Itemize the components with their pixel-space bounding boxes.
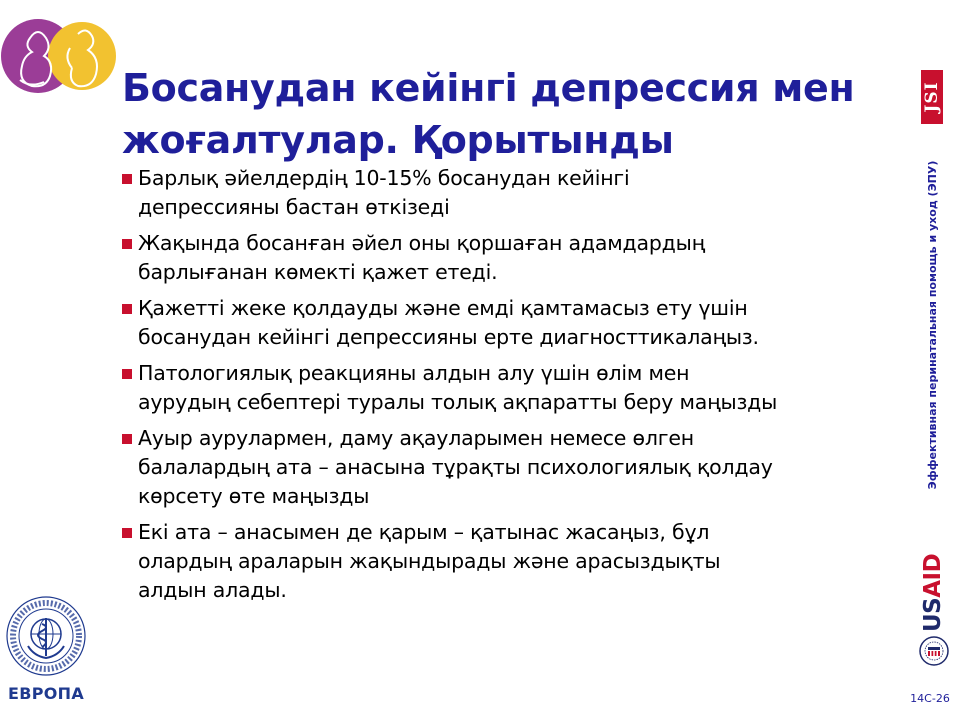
mother-child-logo-icon <box>0 8 118 104</box>
bullet-square-icon <box>122 528 132 538</box>
slide-title-line: Босанудан кейінгі депрессия мен <box>122 66 855 110</box>
list-item <box>122 164 892 222</box>
usaid-wordmark-us: US <box>920 597 946 632</box>
side-caption: Эффективная перинатальная помощь и уход (ЭПУ) <box>926 160 939 490</box>
bullet-list <box>122 164 892 612</box>
bullet-square-icon <box>122 174 132 184</box>
bullet-text-line: аурудың себептері туралы толық ақпаратты беру маңызды <box>138 390 778 414</box>
bullet-square-icon <box>122 239 132 249</box>
bullet-text-line: Екі ата – анасымен де қарым – қатынас жасаңыз, бұл <box>138 520 710 544</box>
slide-title <box>122 62 892 166</box>
jsi-logo-text: JSI <box>922 81 942 113</box>
bullet-square-icon <box>122 434 132 444</box>
bullet-text-line: депрессияны бастан өткізеді <box>138 195 450 219</box>
bullet-text-line: Барлық әйелдердің 10-15% босанудан кейінгі <box>138 166 630 190</box>
bullet-text-line: Қажетті жеке қолдауды және емді қамтамасыз ету үшін <box>138 296 748 320</box>
bullet-text-line: көрсету өте маңызды <box>138 484 370 508</box>
usaid-seal-icon <box>919 636 949 666</box>
usaid-wordmark-aid: AID <box>920 553 946 598</box>
bullet-text-line: олардың араларын жақындырады және арасыздықты <box>138 549 721 573</box>
bullet-text-line: Жақында босанған әйел оны қоршаған адамдардың <box>138 231 705 255</box>
who-emblem-icon <box>4 594 88 680</box>
jsi-logo-icon <box>921 70 943 124</box>
list-item <box>122 294 892 352</box>
list-item <box>122 518 892 605</box>
bullet-text-line: босанудан кейінгі депрессияны ерте диагносттикалаңыз. <box>138 325 759 349</box>
list-item <box>122 359 892 417</box>
bullet-text-line: Патологиялық реакцияны алдын алу үшін өлім мен <box>138 361 690 385</box>
bullet-text-line: барлығанан көмекті қажет етеді. <box>138 260 498 284</box>
slide-title-line: жоғалтулар. Қорытынды <box>122 118 674 162</box>
who-europe-label: ЕВРОПА <box>7 684 85 703</box>
usaid-wordmark <box>918 542 948 632</box>
bullet-text-line: балалардың ата – анасына тұрақты психологиялық қолдау <box>138 455 773 479</box>
bullet-text-line: Ауыр аурулармен, даму ақауларымен немесе өлген <box>138 426 694 450</box>
list-item <box>122 424 892 511</box>
list-item <box>122 229 892 287</box>
bullet-square-icon <box>122 304 132 314</box>
bullet-text-line: алдын алады. <box>138 578 287 602</box>
usaid-logo-icon <box>916 540 950 670</box>
slide-number: 14С-26 <box>910 692 950 705</box>
bullet-square-icon <box>122 369 132 379</box>
